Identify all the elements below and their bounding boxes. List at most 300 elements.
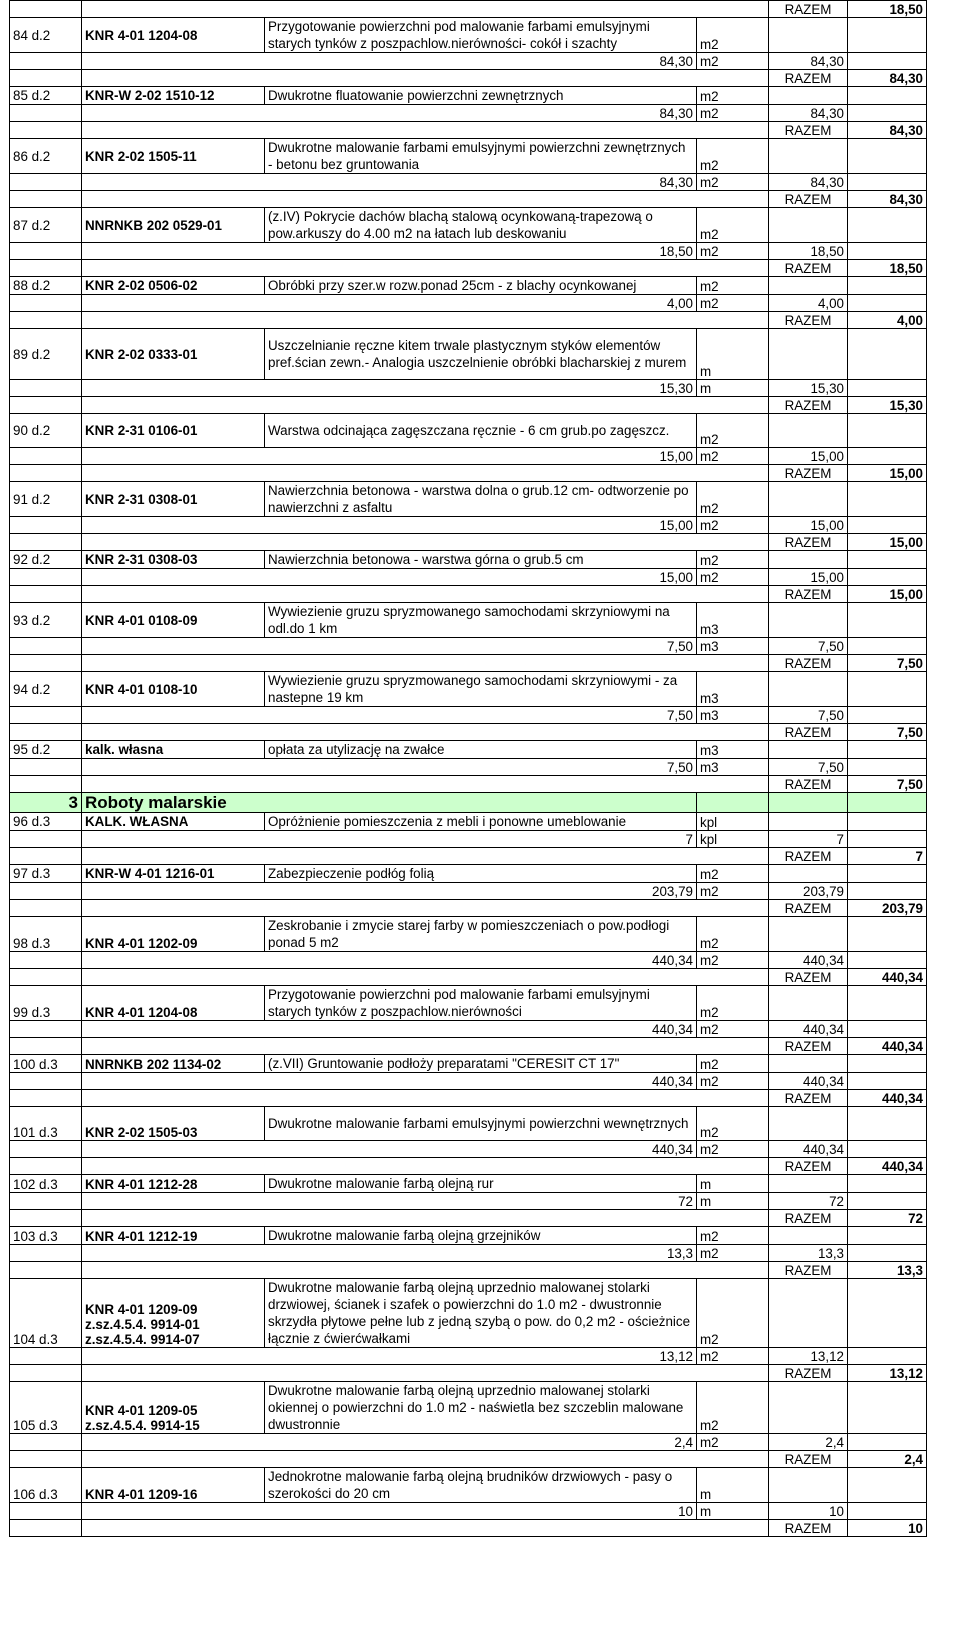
empty-cell xyxy=(82,900,769,917)
item-code xyxy=(82,603,265,638)
empty-cell xyxy=(10,53,82,70)
empty-cell xyxy=(82,397,769,414)
item-unit: m3 xyxy=(697,672,769,707)
quantity-unit: m2 xyxy=(697,569,769,586)
item-code-line: KNR 4-01 1212-28 xyxy=(85,1177,198,1192)
item-description: Opróżnienie pomieszczenia z mebli i ponowne umeblowanie xyxy=(265,813,697,831)
quantity-unit: m2 xyxy=(697,1073,769,1090)
empty-cell xyxy=(769,482,848,517)
item-row xyxy=(10,87,927,105)
empty-cell xyxy=(769,87,848,105)
total-label: RAZEM xyxy=(769,1090,848,1107)
empty-cell xyxy=(10,952,82,969)
total-value: 15,00 xyxy=(848,586,927,603)
item-number: 93 d.2 xyxy=(10,603,82,638)
quantity-row xyxy=(10,952,927,969)
empty-cell xyxy=(10,569,82,586)
item-description: Dwukrotne malowanie farbą olejną uprzednio malowanej stolarki drzwiowej, ścianek i szafek o powierzchni do 1.0 m2 - dwustronnie skrzydła płytowe pełne lub z jedną szybą o pow. do 0,2 m2 - ościeżnice łącznie z ćwierćwałkami xyxy=(265,1279,697,1348)
total-value: 203,79 xyxy=(848,900,927,917)
quantity-unit: m2 xyxy=(697,1021,769,1038)
quantity-unit: m2 xyxy=(697,1434,769,1451)
cost-estimate-table xyxy=(9,0,927,1537)
total-label: RAZEM xyxy=(769,1262,848,1279)
quantity-unit: m xyxy=(697,380,769,397)
empty-cell xyxy=(848,1468,927,1503)
empty-cell xyxy=(848,1348,927,1365)
item-description: Dwukrotne malowanie farbą olejną rur xyxy=(265,1175,697,1193)
item-unit: m2 xyxy=(697,1227,769,1245)
total-label: RAZEM xyxy=(769,534,848,551)
empty-cell xyxy=(10,848,82,865)
empty-cell xyxy=(10,1520,82,1537)
empty-cell xyxy=(848,174,927,191)
quantity-unit: m xyxy=(697,1503,769,1520)
quantity-row xyxy=(10,1141,927,1158)
total-value: 7,50 xyxy=(848,724,927,741)
empty-cell xyxy=(10,883,82,900)
empty-cell xyxy=(769,1279,848,1348)
quantity-row xyxy=(10,1348,927,1365)
empty-cell xyxy=(848,1279,927,1348)
total-row xyxy=(10,848,927,865)
item-row xyxy=(10,1055,927,1073)
total-value: 15,00 xyxy=(848,465,927,482)
total-row xyxy=(10,1090,927,1107)
quantity-value: 84,30 xyxy=(82,105,697,122)
empty-cell xyxy=(697,793,769,813)
total-row xyxy=(10,191,927,208)
quantity-result: 7,50 xyxy=(769,638,848,655)
quantity-row xyxy=(10,883,927,900)
quantity-result: 15,00 xyxy=(769,569,848,586)
item-number: 96 d.3 xyxy=(10,813,82,831)
total-value: 440,34 xyxy=(848,1038,927,1055)
empty-cell xyxy=(848,1382,927,1434)
total-row xyxy=(10,776,927,793)
quantity-value: 13,12 xyxy=(82,1348,697,1365)
quantity-value: 15,00 xyxy=(82,517,697,534)
item-row xyxy=(10,18,927,53)
total-label: RAZEM xyxy=(769,1,848,18)
empty-cell xyxy=(82,260,769,277)
item-unit: kpl xyxy=(697,813,769,831)
item-description: Zeskrobanie i zmycie starej farby w pomieszczeniach o pow.podłogi ponad 5 m2 xyxy=(265,917,697,952)
item-number: 84 d.2 xyxy=(10,18,82,53)
item-unit: m2 xyxy=(697,18,769,53)
item-number: 105 d.3 xyxy=(10,1382,82,1434)
item-row xyxy=(10,329,927,380)
quantity-value: 72 xyxy=(82,1193,697,1210)
item-unit: m2 xyxy=(697,1279,769,1348)
empty-cell xyxy=(848,277,927,295)
item-number: 91 d.2 xyxy=(10,482,82,517)
empty-cell xyxy=(82,776,769,793)
quantity-unit: m2 xyxy=(697,1245,769,1262)
item-unit: m2 xyxy=(697,551,769,569)
item-description: (z.IV) Pokrycie dachów blachą stalową ocynkowaną-trapezową o pow.arkuszy do 4.00 m2 na łatach lub deskowaniu xyxy=(265,208,697,243)
quantity-row xyxy=(10,831,927,848)
quantity-value: 10 xyxy=(82,1503,697,1520)
item-code xyxy=(82,329,265,380)
item-code-line: KNR 2-02 0333-01 xyxy=(85,346,198,362)
total-label: RAZEM xyxy=(769,1158,848,1175)
empty-cell xyxy=(769,672,848,707)
empty-cell xyxy=(848,18,927,53)
empty-cell xyxy=(10,638,82,655)
empty-cell xyxy=(82,191,769,208)
empty-cell xyxy=(848,482,927,517)
item-row xyxy=(10,482,927,517)
empty-cell xyxy=(769,1227,848,1245)
empty-cell xyxy=(10,655,82,672)
item-description: Dwukrotne malowanie farbą olejną grzejników xyxy=(265,1227,697,1245)
item-description: Uszczelnianie ręczne kitem trwale plastycznym styków elementów pref.ścian zewn.- Analogia uszczelnienie obróbki blacharskiej z murem xyxy=(265,329,697,380)
quantity-row xyxy=(10,759,927,776)
empty-cell xyxy=(848,793,927,813)
quantity-value: 15,00 xyxy=(82,569,697,586)
item-code xyxy=(82,277,265,295)
item-unit: m2 xyxy=(697,208,769,243)
quantity-row xyxy=(10,1434,927,1451)
item-unit: m2 xyxy=(697,1382,769,1434)
total-label: RAZEM xyxy=(769,1365,848,1382)
item-code xyxy=(82,741,265,759)
empty-cell xyxy=(769,414,848,448)
item-code xyxy=(82,672,265,707)
empty-cell xyxy=(769,793,848,813)
quantity-row xyxy=(10,105,927,122)
total-label: RAZEM xyxy=(769,122,848,139)
item-code xyxy=(82,18,265,53)
empty-cell xyxy=(10,448,82,465)
item-code-line: NNRNKB 202 1134-02 xyxy=(85,1057,222,1072)
quantity-result: 440,34 xyxy=(769,1021,848,1038)
table-body xyxy=(10,1,927,1537)
empty-cell xyxy=(848,329,927,380)
empty-cell xyxy=(82,848,769,865)
quantity-value: 4,00 xyxy=(82,295,697,312)
quantity-value: 203,79 xyxy=(82,883,697,900)
empty-cell xyxy=(10,969,82,986)
empty-cell xyxy=(10,900,82,917)
quantity-result: 440,34 xyxy=(769,1073,848,1090)
item-unit: m2 xyxy=(697,414,769,448)
item-code-line: KNR 2-02 1505-11 xyxy=(85,148,197,164)
item-code xyxy=(82,1055,265,1073)
section-header-row xyxy=(10,793,927,813)
item-number: 94 d.2 xyxy=(10,672,82,707)
quantity-unit: m2 xyxy=(697,243,769,260)
empty-cell xyxy=(10,70,82,87)
section-number: 3 xyxy=(10,793,82,813)
empty-cell xyxy=(848,1227,927,1245)
total-label: RAZEM xyxy=(769,900,848,917)
empty-cell xyxy=(82,534,769,551)
empty-cell xyxy=(10,243,82,260)
item-number: 87 d.2 xyxy=(10,208,82,243)
empty-cell xyxy=(848,813,927,831)
empty-cell xyxy=(10,174,82,191)
empty-cell xyxy=(848,105,927,122)
empty-cell xyxy=(10,534,82,551)
empty-cell xyxy=(82,586,769,603)
item-number: 85 d.2 xyxy=(10,87,82,105)
empty-cell xyxy=(10,312,82,329)
quantity-value: 440,34 xyxy=(82,1021,697,1038)
total-value: 15,00 xyxy=(848,534,927,551)
item-code-line: KNR 4-01 1202-09 xyxy=(85,936,198,951)
quantity-row xyxy=(10,1245,927,1262)
item-row xyxy=(10,208,927,243)
empty-cell xyxy=(10,1245,82,1262)
item-code-line: KNR 4-01 1204-08 xyxy=(85,1005,198,1020)
empty-cell xyxy=(848,243,927,260)
total-row xyxy=(10,70,927,87)
quantity-result: 15,30 xyxy=(769,380,848,397)
item-row xyxy=(10,986,927,1021)
empty-cell xyxy=(848,1245,927,1262)
quantity-result: 440,34 xyxy=(769,952,848,969)
empty-cell xyxy=(769,277,848,295)
empty-cell xyxy=(769,917,848,952)
total-label: RAZEM xyxy=(769,260,848,277)
empty-cell xyxy=(10,191,82,208)
quantity-value: 440,34 xyxy=(82,1141,697,1158)
item-code-line: KNR 2-31 0308-01 xyxy=(85,491,198,507)
total-value: 4,00 xyxy=(848,312,927,329)
empty-cell xyxy=(848,759,927,776)
empty-cell xyxy=(10,707,82,724)
item-code xyxy=(82,986,265,1021)
total-value: 10 xyxy=(848,1520,927,1537)
empty-cell xyxy=(848,517,927,534)
total-label: RAZEM xyxy=(769,776,848,793)
total-label: RAZEM xyxy=(769,397,848,414)
empty-cell xyxy=(10,1503,82,1520)
item-code xyxy=(82,482,265,517)
quantity-unit: m3 xyxy=(697,707,769,724)
total-row xyxy=(10,1210,927,1227)
item-unit: m2 xyxy=(697,87,769,105)
quantity-value: 2,4 xyxy=(82,1434,697,1451)
item-code xyxy=(82,1175,265,1193)
total-row xyxy=(10,1451,927,1468)
quantity-row xyxy=(10,448,927,465)
quantity-result: 10 xyxy=(769,1503,848,1520)
quantity-unit: m3 xyxy=(697,638,769,655)
item-number: 97 d.3 xyxy=(10,865,82,883)
item-number: 86 d.2 xyxy=(10,139,82,174)
total-value: 72 xyxy=(848,1210,927,1227)
item-code xyxy=(82,1107,265,1141)
empty-cell xyxy=(848,952,927,969)
item-unit: m2 xyxy=(697,482,769,517)
empty-cell xyxy=(848,917,927,952)
empty-cell xyxy=(10,380,82,397)
quantity-row xyxy=(10,707,927,724)
empty-cell xyxy=(10,1141,82,1158)
empty-cell xyxy=(848,1434,927,1451)
item-unit: m xyxy=(697,1468,769,1503)
empty-cell xyxy=(848,1021,927,1038)
empty-cell xyxy=(82,70,769,87)
item-unit: m2 xyxy=(697,1055,769,1073)
item-code-line: KNR 2-31 0308-03 xyxy=(85,552,198,567)
total-row xyxy=(10,900,927,917)
item-row xyxy=(10,741,927,759)
empty-cell xyxy=(848,1503,927,1520)
total-row xyxy=(10,1158,927,1175)
item-description: Dwukrotne malowanie farbą olejną uprzednio malowanej stolarki okiennej o powierzchni do 1.0 m2 - naświetla bez szczeblin malowane dwustronnie xyxy=(265,1382,697,1434)
total-value: 7,50 xyxy=(848,655,927,672)
empty-cell xyxy=(10,1210,82,1227)
item-code-line: KNR 2-02 1505-03 xyxy=(85,1125,198,1140)
quantity-row xyxy=(10,638,927,655)
empty-cell xyxy=(848,672,927,707)
item-code xyxy=(82,414,265,448)
quantity-unit: kpl xyxy=(697,831,769,848)
empty-cell xyxy=(10,1090,82,1107)
empty-cell xyxy=(848,448,927,465)
item-unit: m3 xyxy=(697,741,769,759)
empty-cell xyxy=(10,465,82,482)
item-description: Nawierzchnia betonowa - warstwa górna o grub.5 cm xyxy=(265,551,697,569)
item-number: 95 d.2 xyxy=(10,741,82,759)
quantity-result: 72 xyxy=(769,1193,848,1210)
item-number: 98 d.3 xyxy=(10,917,82,952)
empty-cell xyxy=(10,586,82,603)
item-row xyxy=(10,1227,927,1245)
empty-cell xyxy=(10,1262,82,1279)
total-value: 18,50 xyxy=(848,260,927,277)
empty-cell xyxy=(82,465,769,482)
empty-cell xyxy=(769,741,848,759)
quantity-result: 84,30 xyxy=(769,53,848,70)
item-number: 103 d.3 xyxy=(10,1227,82,1245)
item-row xyxy=(10,1107,927,1141)
empty-cell xyxy=(848,883,927,900)
item-code xyxy=(82,917,265,952)
empty-cell xyxy=(82,724,769,741)
item-code xyxy=(82,813,265,831)
quantity-unit: m2 xyxy=(697,295,769,312)
total-row xyxy=(10,969,927,986)
quantity-result: 2,4 xyxy=(769,1434,848,1451)
item-description: Przygotowanie powierzchni pod malowanie farbami emulsyjnymi starych tynków z poszpachlow.nierówności xyxy=(265,986,697,1021)
item-unit: m3 xyxy=(697,603,769,638)
quantity-value: 18,50 xyxy=(82,243,697,260)
quantity-value: 440,34 xyxy=(82,952,697,969)
empty-cell xyxy=(10,260,82,277)
total-label: RAZEM xyxy=(769,969,848,986)
item-number: 106 d.3 xyxy=(10,1468,82,1503)
empty-cell xyxy=(769,986,848,1021)
item-unit: m xyxy=(697,1175,769,1193)
quantity-value: 15,30 xyxy=(82,380,697,397)
total-value: 15,30 xyxy=(848,397,927,414)
quantity-value: 440,34 xyxy=(82,1073,697,1090)
quantity-row xyxy=(10,1021,927,1038)
item-row xyxy=(10,414,927,448)
item-description: opłata za utylizację na zwałce xyxy=(265,741,697,759)
quantity-result: 15,00 xyxy=(769,448,848,465)
item-code-line: KNR 4-01 1209-16 xyxy=(85,1487,198,1502)
quantity-row xyxy=(10,1193,927,1210)
item-description: Warstwa odcinająca zagęszczana ręcznie - 6 cm grub.po zagęszcz. xyxy=(265,414,697,448)
item-code xyxy=(82,865,265,883)
empty-cell xyxy=(769,603,848,638)
item-number: 90 d.2 xyxy=(10,414,82,448)
item-unit: m xyxy=(697,329,769,380)
quantity-value: 7,50 xyxy=(82,707,697,724)
quantity-value: 13,3 xyxy=(82,1245,697,1262)
item-code xyxy=(82,208,265,243)
item-row xyxy=(10,813,927,831)
quantity-result: 7,50 xyxy=(769,707,848,724)
empty-cell xyxy=(769,1055,848,1073)
item-number: 104 d.3 xyxy=(10,1279,82,1348)
item-code xyxy=(82,1382,265,1434)
total-value: 18,50 xyxy=(848,1,927,18)
empty-cell xyxy=(82,1038,769,1055)
quantity-value: 84,30 xyxy=(82,53,697,70)
item-row xyxy=(10,865,927,883)
empty-cell xyxy=(848,87,927,105)
quantity-row xyxy=(10,1073,927,1090)
total-row xyxy=(10,655,927,672)
quantity-unit: m2 xyxy=(697,448,769,465)
empty-cell xyxy=(10,1158,82,1175)
total-row xyxy=(10,122,927,139)
quantity-result: 18,50 xyxy=(769,243,848,260)
empty-cell xyxy=(769,865,848,883)
item-number: 101 d.3 xyxy=(10,1107,82,1141)
empty-cell xyxy=(10,517,82,534)
empty-cell xyxy=(769,551,848,569)
item-code-line: KNR 2-02 0506-02 xyxy=(85,278,198,293)
total-value: 84,30 xyxy=(848,191,927,208)
total-row xyxy=(10,1520,927,1537)
item-code-line: KNR 4-01 1209-09 xyxy=(85,1302,198,1317)
empty-cell xyxy=(848,53,927,70)
item-number: 88 d.2 xyxy=(10,277,82,295)
item-code-line: KNR 4-01 1209-05 xyxy=(85,1403,198,1418)
quantity-unit: m2 xyxy=(697,105,769,122)
quantity-value: 7,50 xyxy=(82,759,697,776)
quantity-result: 13,12 xyxy=(769,1348,848,1365)
item-code xyxy=(82,1227,265,1245)
item-code xyxy=(82,551,265,569)
total-label: RAZEM xyxy=(769,312,848,329)
quantity-value: 7,50 xyxy=(82,638,697,655)
item-description: (z.VII) Gruntowanie podłoży preparatami "CERESIT CT 17" xyxy=(265,1055,697,1073)
total-value: 84,30 xyxy=(848,70,927,87)
empty-cell xyxy=(848,1175,927,1193)
item-row xyxy=(10,917,927,952)
empty-cell xyxy=(848,1141,927,1158)
empty-cell xyxy=(769,1468,848,1503)
empty-cell xyxy=(848,208,927,243)
empty-cell xyxy=(10,1193,82,1210)
item-code-line: KNR 2-31 0106-01 xyxy=(85,423,198,438)
quantity-unit: m2 xyxy=(697,1348,769,1365)
item-number: 102 d.3 xyxy=(10,1175,82,1193)
quantity-result: 13,3 xyxy=(769,1245,848,1262)
quantity-result: 203,79 xyxy=(769,883,848,900)
total-row xyxy=(10,1262,927,1279)
empty-cell xyxy=(848,1055,927,1073)
empty-cell xyxy=(10,1348,82,1365)
